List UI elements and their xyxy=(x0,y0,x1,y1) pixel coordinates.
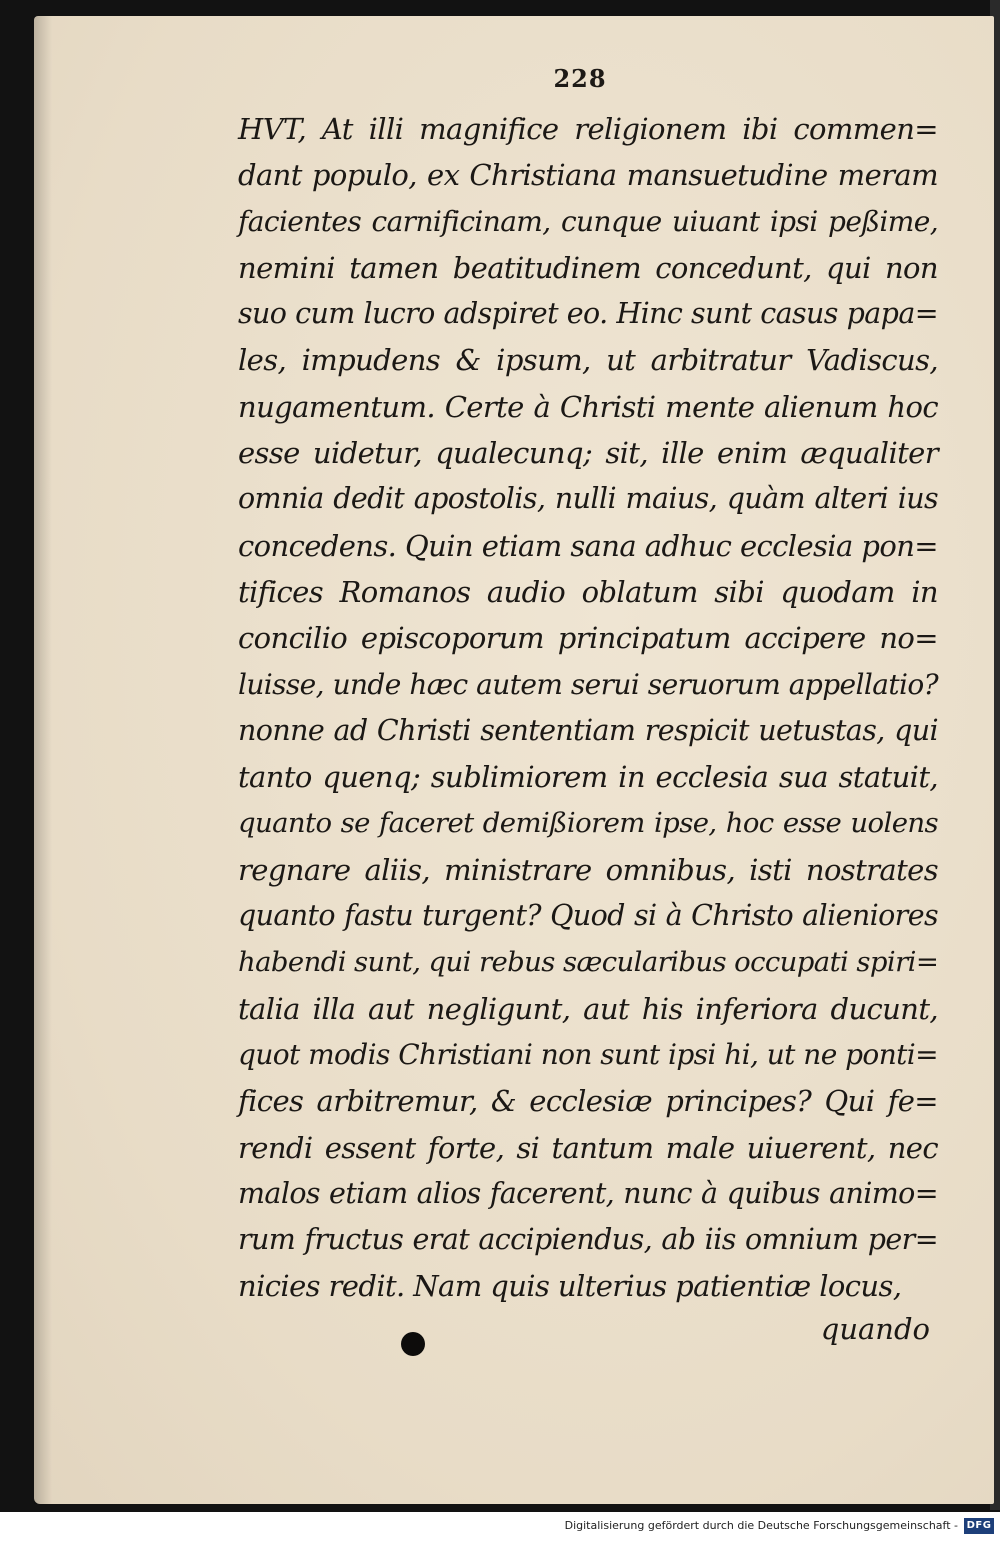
text-line: nemini tamen beatitudinem concedunt, qui non xyxy=(238,250,938,285)
text-line: luisse, unde hæc autem serui seruorum appellatio? xyxy=(238,667,938,701)
footer-credit-text: Digitalisierung gefördert durch die Deutsche Forschungsgemeinschaft - xyxy=(564,1519,958,1532)
text-line: habendi sunt, qui rebus sæcularibus occupati spiri= xyxy=(238,946,939,979)
text-line: concedens. Quin etiam sana adhuc ecclesia pon= xyxy=(238,528,938,563)
footer-bar xyxy=(0,1512,1000,1542)
text-line: quanto se faceret demißiorem ipse, hoc esse uolens xyxy=(238,807,938,840)
text-line: facientes carnificinam, cunque uiuant ipsi peßime, xyxy=(238,204,938,238)
text-line: rum fructus erat accipiendus, ab iis omnium per= xyxy=(238,1223,938,1257)
text-line: talia illa aut negligunt, aut his inferiora ducunt, xyxy=(238,991,938,1026)
text-line: tanto quenq; sublimiorem in ecclesia sua statuit, xyxy=(238,760,938,795)
dfg-logo: DFG xyxy=(964,1518,994,1534)
text-line: nugamentum. Certe à Christi mente alienum hoc xyxy=(238,389,938,424)
text-line: nicies redit. Nam quis ulterius patientiæ locus, xyxy=(238,1269,902,1304)
text-line: suo cum lucro adspiret eo. Hinc sunt casus papa= xyxy=(238,297,938,331)
text-block xyxy=(238,106,938,1310)
ink-blot xyxy=(401,1332,425,1356)
page-gutter-shadow xyxy=(34,16,52,1504)
text-line: rendi essent forte, si tantum male uiuerent, nec xyxy=(238,1130,938,1165)
text-line: omnia dedit apostolis, nulli maius, quàm alteri ius xyxy=(238,482,938,516)
text-line: les, impudens & ipsum, ut arbitratur Vadiscus, xyxy=(238,343,938,378)
text-line: fices arbitremur, & ecclesiæ principes? Qui fe= xyxy=(238,1084,938,1119)
catchword: quando xyxy=(820,1312,930,1346)
text-line: HVT, At illi magnifice religionem ibi commen= xyxy=(238,112,938,146)
text-line: dant populo, ex Christiana mansuetudine meram xyxy=(238,158,938,193)
page-number: 228 xyxy=(553,64,607,93)
text-line: tifices Romanos audio oblatum sibi quodam in xyxy=(238,574,938,609)
text-line: quot modis Christiani non sunt ipsi hi, ut ne ponti= xyxy=(238,1037,938,1071)
text-line: regnare aliis, ministrare omnibus, isti nostrates xyxy=(238,852,938,887)
text-line: quanto fastu turgent? Quod si à Christo alieniores xyxy=(238,899,938,933)
text-line: esse uidetur, qualecunq; sit, ille enim æqualiter xyxy=(238,436,938,471)
text-line: nonne ad Christi sententiam respicit uetustas, qui xyxy=(238,713,938,747)
text-line: concilio episcoporum principatum accipere no= xyxy=(238,621,938,656)
text-line: malos etiam alios facerent, nunc à quibus animo= xyxy=(238,1176,938,1210)
